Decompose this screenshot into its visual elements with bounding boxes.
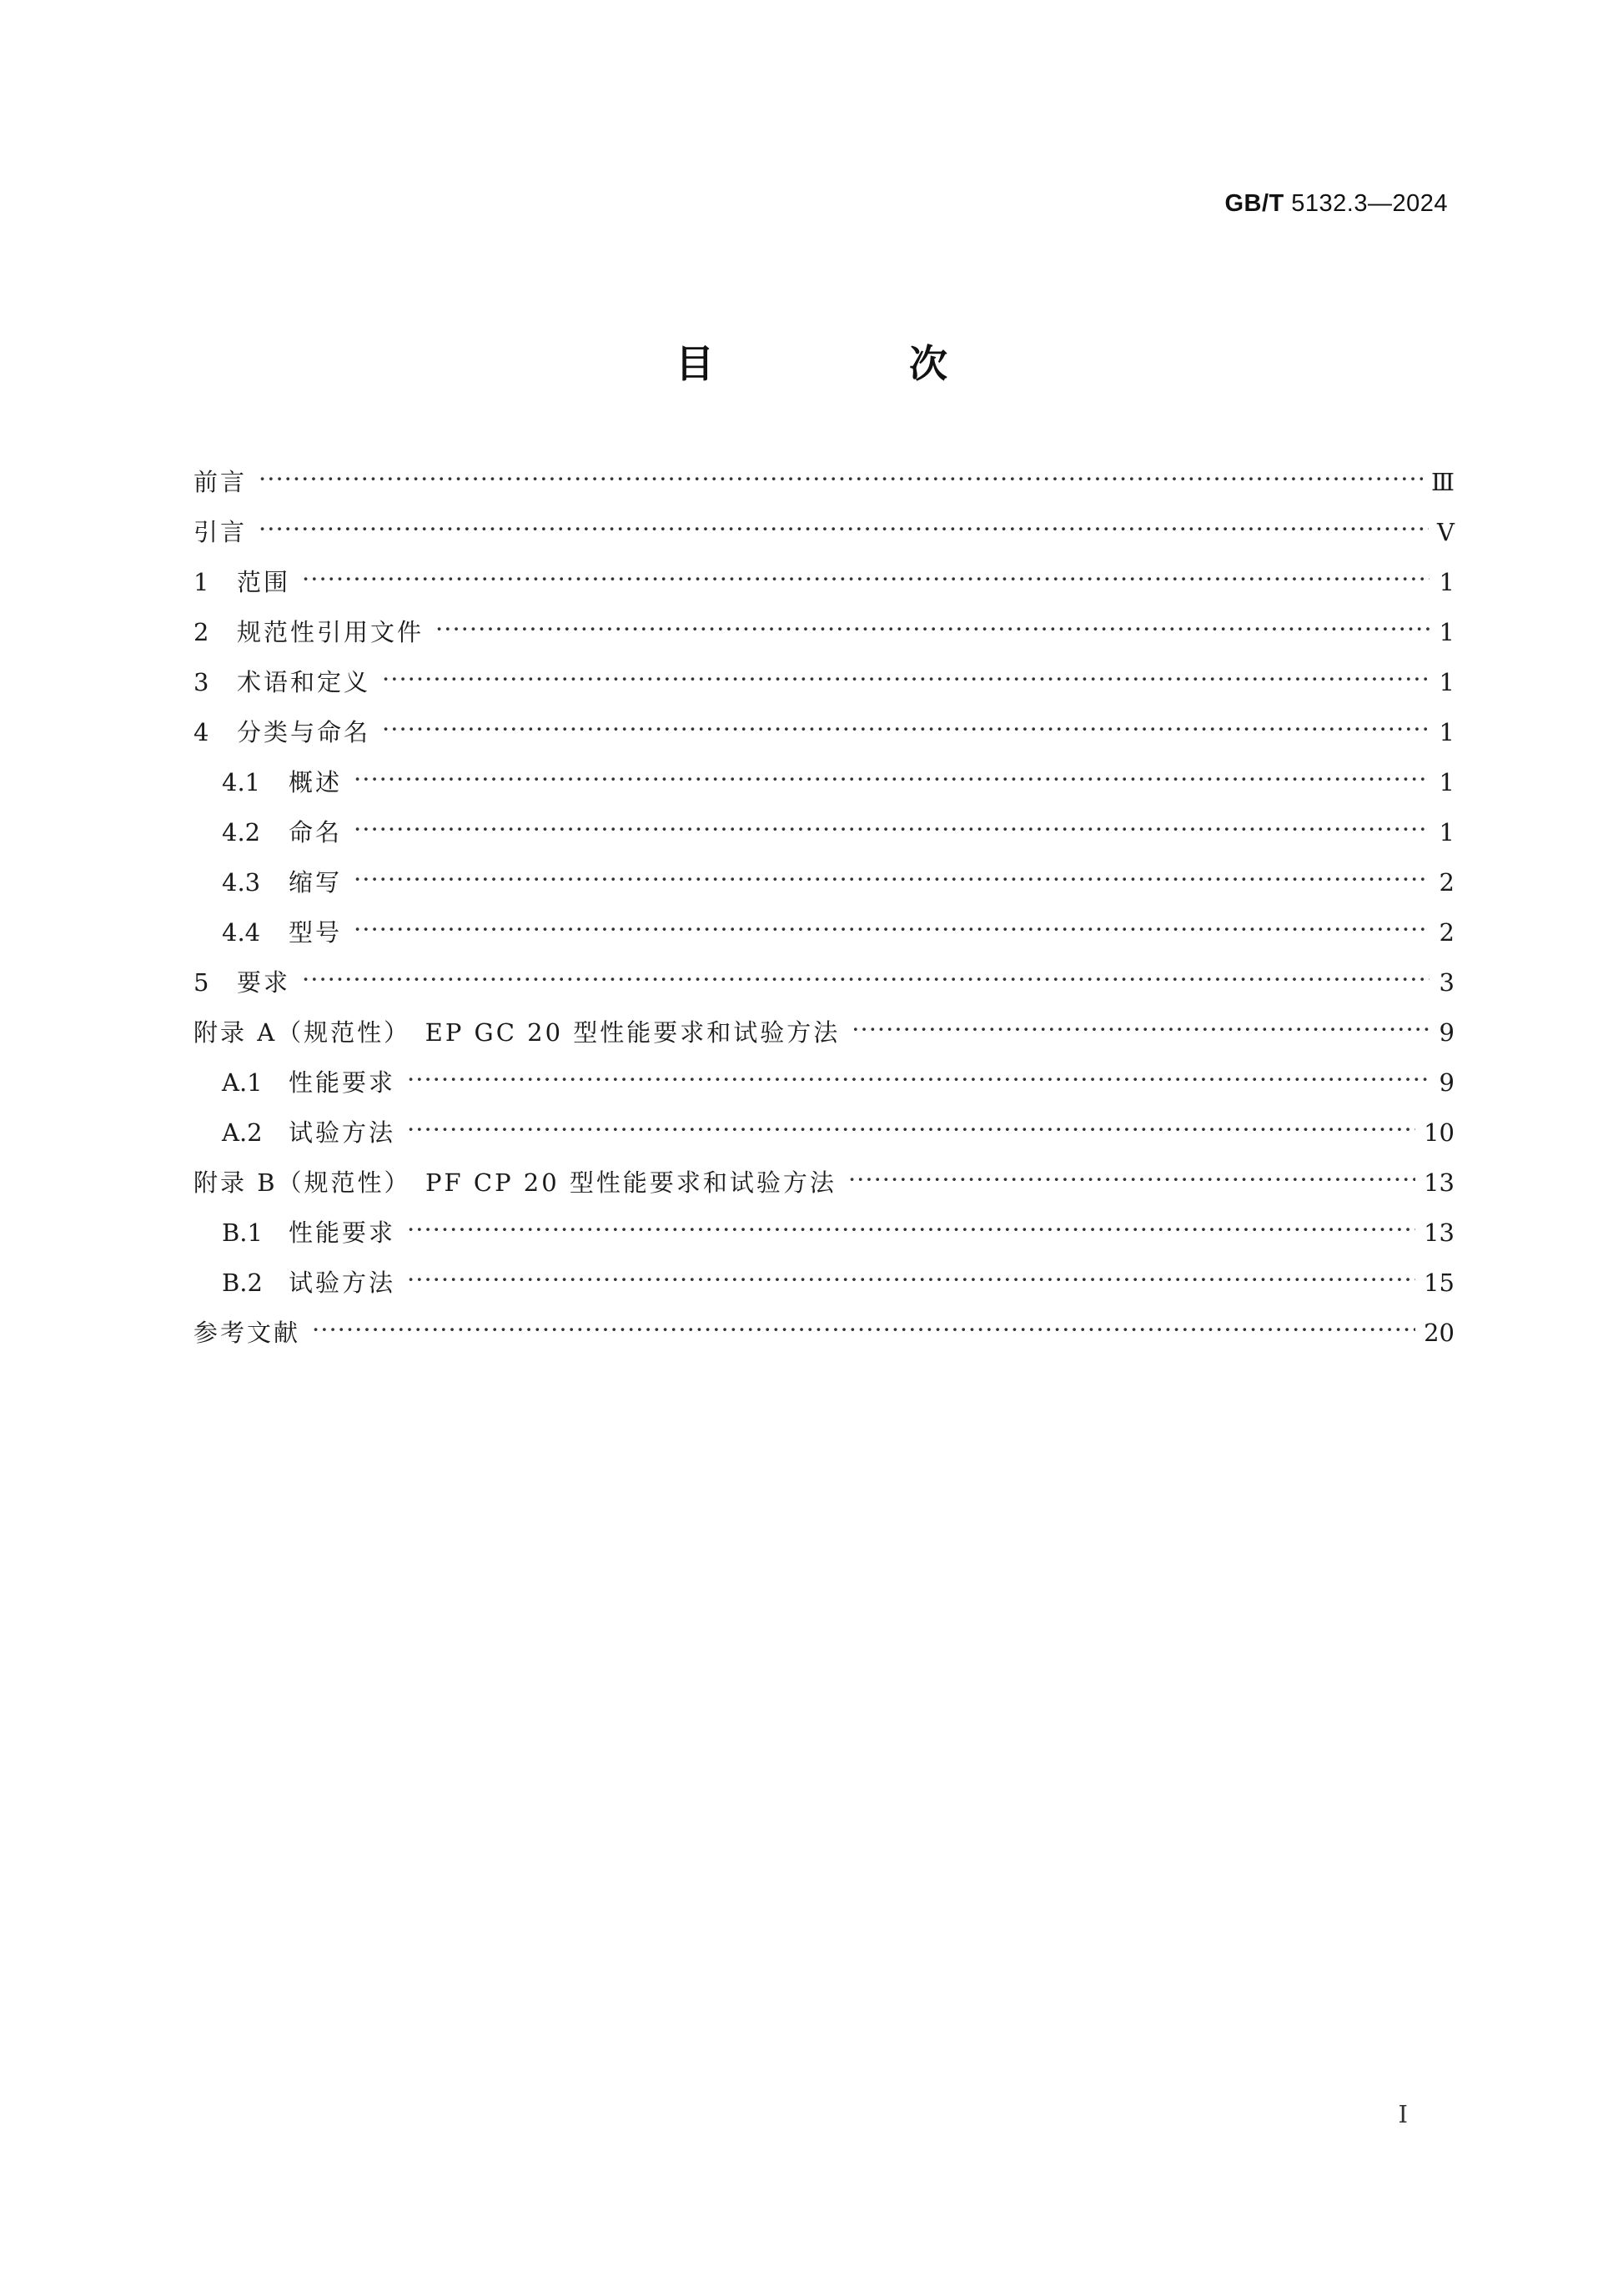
toc-entry-page: Ⅴ: [1437, 518, 1455, 546]
toc-entry-label: 型号: [289, 918, 343, 947]
toc-entry[interactable]: [193, 1266, 1455, 1316]
toc-entry-page: 1: [1439, 568, 1455, 596]
toc-entry[interactable]: [193, 1316, 1455, 1366]
toc-entry[interactable]: [193, 1216, 1455, 1266]
toc-dot-leader: [302, 962, 1430, 996]
toc-entry-page: 1: [1439, 718, 1455, 746]
toc-entry-number: 3: [193, 668, 209, 696]
toc-entry[interactable]: [193, 866, 1455, 916]
toc-entry-label: 性能要求: [289, 1218, 396, 1247]
toc-entry[interactable]: [193, 666, 1455, 716]
toc-entry-page: 1: [1439, 668, 1455, 696]
toc-entry-number: B.2: [222, 1269, 263, 1297]
toc-entry-label: 附录 A（规范性） EP GC 20 型性能要求和试验方法: [193, 1018, 841, 1047]
toc-entry[interactable]: [193, 1016, 1455, 1066]
toc-dot-leader: [259, 512, 1429, 545]
toc-entry-label: 范围: [237, 568, 291, 596]
toc-entry-page: 3: [1439, 968, 1455, 997]
toc-entry-label: 分类与命名: [237, 718, 371, 746]
toc-dot-leader: [852, 1012, 1430, 1046]
toc-dot-leader: [435, 612, 1430, 646]
toc-entry-number: A.2: [222, 1118, 263, 1147]
toc-entry-number: 4.4: [222, 918, 261, 947]
toc-dot-leader: [382, 712, 1430, 746]
toc-entry-page: 1: [1439, 818, 1455, 847]
toc-entry[interactable]: [193, 515, 1455, 565]
toc-entry[interactable]: [193, 615, 1455, 666]
toc-title: 目 次: [676, 341, 1026, 386]
toc-entry-page: 13: [1424, 1218, 1455, 1247]
toc-entry-page: Ⅲ: [1431, 468, 1455, 496]
toc-dot-leader: [259, 462, 1423, 495]
standard-code-header: [1224, 190, 1448, 218]
toc-entry-page: 20: [1424, 1319, 1455, 1347]
toc-entry-number: 4.3: [222, 868, 261, 897]
toc-entry-page: 15: [1424, 1269, 1455, 1297]
toc-entry-label: 规范性引用文件: [237, 618, 425, 646]
toc-entry-number: 4.1: [222, 768, 261, 796]
toc-entry-page: 13: [1424, 1168, 1455, 1197]
toc-entry-label: 引言: [193, 518, 248, 546]
toc-entry-number: 2: [193, 618, 209, 646]
toc-entry[interactable]: [193, 1066, 1455, 1116]
toc-entry-number: A.1: [222, 1068, 263, 1097]
toc-dot-leader: [407, 1213, 1415, 1246]
toc-entry[interactable]: [193, 766, 1455, 816]
toc-dot-leader: [302, 562, 1430, 595]
page-number: Ⅰ: [1398, 2100, 1408, 2128]
toc-entry-label: 术语和定义: [237, 668, 371, 696]
toc-dot-leader: [354, 762, 1430, 796]
toc-dot-leader: [354, 812, 1430, 846]
toc-entry-page: 1: [1439, 768, 1455, 796]
toc-entry[interactable]: [193, 1166, 1455, 1216]
standard-prefix: GB/T: [1224, 190, 1284, 217]
toc-dot-leader: [407, 1113, 1415, 1146]
toc-entry-page: 9: [1439, 1068, 1455, 1097]
toc-dot-leader: [382, 662, 1430, 696]
toc-dot-leader: [312, 1313, 1415, 1346]
standard-number: 5132.3—2024: [1291, 190, 1448, 217]
toc-entry[interactable]: [193, 565, 1455, 615]
toc-entry-label: 命名: [289, 818, 343, 847]
toc-entry-label: 试验方法: [289, 1118, 396, 1147]
toc-entry-label: 试验方法: [289, 1269, 396, 1297]
toc-entry[interactable]: [193, 816, 1455, 866]
toc-entry[interactable]: [193, 716, 1455, 766]
toc-entry-number: 4.2: [222, 818, 261, 847]
toc-dot-leader: [354, 862, 1430, 896]
toc-entry-page: 2: [1439, 918, 1455, 947]
toc-dot-leader: [407, 1263, 1415, 1296]
toc-dot-leader: [407, 1063, 1430, 1096]
toc-entry-label: 附录 B（规范性） PF CP 20 型性能要求和试验方法: [193, 1168, 837, 1197]
toc-entry-label: 概述: [289, 768, 343, 796]
toc-dot-leader: [848, 1163, 1415, 1196]
toc-entry-page: 9: [1439, 1018, 1455, 1047]
toc-entry-page: 10: [1424, 1118, 1455, 1147]
table-of-contents: [193, 465, 1455, 1366]
toc-entry-number: 5: [193, 968, 209, 997]
toc-entry-label: 缩写: [289, 868, 343, 897]
toc-dot-leader: [354, 912, 1430, 946]
toc-entry[interactable]: [193, 966, 1455, 1016]
toc-entry-label: 要求: [237, 968, 291, 997]
toc-entry-number: 1: [193, 568, 209, 596]
toc-entry-label: 前言: [193, 468, 248, 496]
toc-entry[interactable]: [193, 1116, 1455, 1166]
toc-entry-number: 4: [193, 718, 209, 746]
toc-entry[interactable]: [193, 465, 1455, 515]
toc-entry-number: B.1: [222, 1218, 263, 1247]
toc-entry-label: 参考文献: [193, 1319, 301, 1347]
toc-entry-page: 2: [1439, 868, 1455, 897]
toc-entry-page: 1: [1439, 618, 1455, 646]
toc-entry-label: 性能要求: [289, 1068, 396, 1097]
toc-entry[interactable]: [193, 916, 1455, 966]
